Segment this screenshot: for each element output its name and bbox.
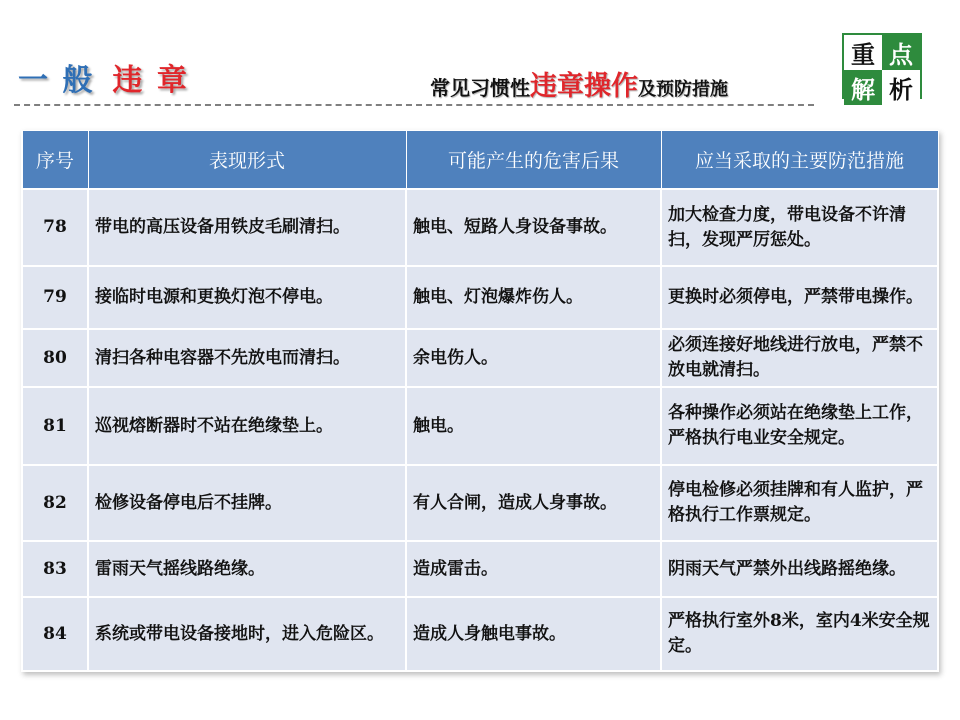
badge-char-1: 重 xyxy=(844,35,882,70)
table-row xyxy=(22,329,938,387)
row-harm: 触电、灯泡爆炸伤人。 xyxy=(406,266,661,329)
row-form: 系统或带电设备接地时，进入危险区。 xyxy=(88,597,406,671)
badge-char-4: 析 xyxy=(882,70,920,105)
table-row xyxy=(22,597,938,671)
table-row xyxy=(22,541,938,597)
subtitle-highlight: 违章操作 xyxy=(530,71,638,102)
col-header-measure: 应当采取的主要防范措施 xyxy=(661,131,938,190)
col-header-form: 表现形式 xyxy=(88,131,406,190)
row-form: 巡视熔断器时不站在绝缘垫上。 xyxy=(88,387,406,465)
row-harm: 造成人身触电事故。 xyxy=(406,597,661,671)
section-title-violation: 违 章 xyxy=(112,63,189,98)
table-row xyxy=(22,387,938,465)
row-number: 80 xyxy=(22,329,88,387)
header-divider xyxy=(14,104,814,106)
row-form: 带电的高压设备用铁皮毛刷清扫。 xyxy=(88,189,406,266)
row-measure: 各种操作必须站在绝缘垫上工作，严格执行电业安全规定。 xyxy=(661,387,938,465)
row-harm: 造成雷击。 xyxy=(406,541,661,597)
row-measure: 停电检修必须挂牌和有人监护，严格执行工作票规定。 xyxy=(661,465,938,541)
row-measure: 阴雨天气严禁外出线路摇绝缘。 xyxy=(661,541,938,597)
row-form: 接临时电源和更换灯泡不停电。 xyxy=(88,266,406,329)
subtitle-prefix: 常见习惯性 xyxy=(430,76,530,100)
table-row xyxy=(22,266,938,329)
row-measure: 必须连接好地线进行放电，严禁不放电就清扫。 xyxy=(661,329,938,387)
col-header-number: 序号 xyxy=(22,131,88,190)
row-number: 83 xyxy=(22,541,88,597)
row-harm: 触电。 xyxy=(406,387,661,465)
section-title-general: 一 般 xyxy=(18,63,95,98)
key-analysis-badge xyxy=(842,33,922,104)
row-number: 81 xyxy=(22,387,88,465)
table-header-row xyxy=(22,131,938,190)
col-header-harm: 可能产生的危害后果 xyxy=(406,131,661,190)
section-title xyxy=(18,55,189,99)
row-form: 检修设备停电后不挂牌。 xyxy=(88,465,406,541)
row-measure: 加大检查力度，带电设备不许清扫，发现严厉惩处。 xyxy=(661,189,938,266)
subtitle-suffix: 及预防措施 xyxy=(638,79,728,100)
table-row xyxy=(22,465,938,541)
row-harm: 余电伤人。 xyxy=(406,329,661,387)
row-measure: 严格执行室外8米，室内4米安全规定。 xyxy=(661,597,938,671)
badge-char-2: 点 xyxy=(882,35,920,70)
row-harm: 触电、短路人身设备事故。 xyxy=(406,189,661,266)
badge-char-3: 解 xyxy=(844,70,882,105)
row-harm: 有人合闸，造成人身事故。 xyxy=(406,465,661,541)
slide-subtitle xyxy=(430,64,728,103)
row-form: 雷雨天气摇线路绝缘。 xyxy=(88,541,406,597)
row-number: 79 xyxy=(22,266,88,329)
row-number: 78 xyxy=(22,189,88,266)
table-row xyxy=(22,189,938,266)
row-measure: 更换时必须停电，严禁带电操作。 xyxy=(661,266,938,329)
row-number: 82 xyxy=(22,465,88,541)
row-form: 清扫各种电容器不先放电而清扫。 xyxy=(88,329,406,387)
violation-table xyxy=(21,130,939,672)
row-number: 84 xyxy=(22,597,88,671)
